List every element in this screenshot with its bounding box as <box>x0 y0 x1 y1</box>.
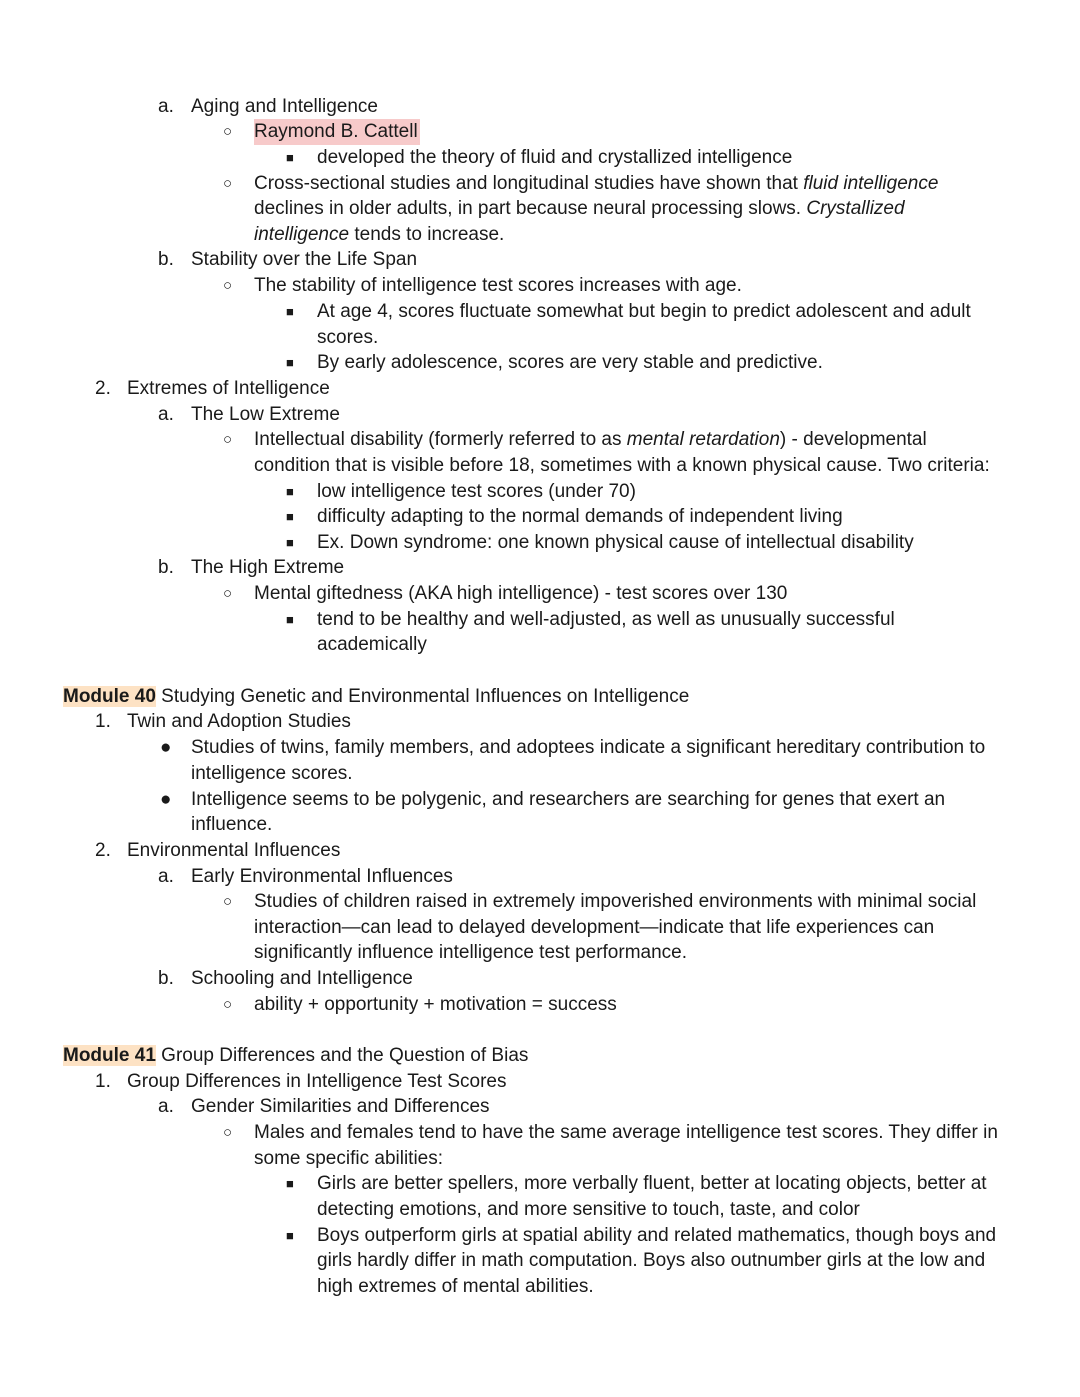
square-bullet-icon: ■ <box>286 509 294 524</box>
round-bullet-icon: ● <box>160 789 172 810</box>
list-item: Males and females tend to have the same average intelligence test scores. They differ in <box>254 1122 998 1143</box>
list-item: Boys outperform girls at spatial ability and related mathematics, though boys and <box>317 1225 997 1246</box>
list-marker: a. <box>158 404 174 425</box>
square-bullet-icon: ■ <box>286 304 294 319</box>
list-item-continuation <box>254 196 905 222</box>
list-item-continuation: girls hardly differ in math computation. Boys also outnumber girls at the low and <box>317 1250 986 1271</box>
circle-bullet-icon: ○ <box>223 893 233 910</box>
list-item-continuation: significantly influence intelligence test performance. <box>254 942 688 963</box>
italic-term: intelligence <box>254 224 350 245</box>
list-item: Studies of children raised in extremely impoverished environments with minimal social <box>254 891 977 912</box>
list-item: Ex. Down syndrome: one known physical cause of intellectual disability <box>317 532 914 553</box>
italic-term: fluid intelligence <box>803 173 939 194</box>
list-marker: a. <box>158 96 174 117</box>
list-item-continuation: scores. <box>317 327 379 348</box>
square-bullet-icon: ■ <box>286 1228 294 1243</box>
list-item: By early adolescence, scores are very stable and predictive. <box>317 352 823 373</box>
section-heading: Extremes of Intelligence <box>127 378 330 399</box>
round-bullet-icon: ● <box>160 737 172 758</box>
list-item: difficulty adapting to the normal demands of independent living <box>317 506 843 527</box>
list-item: Mental giftedness (AKA high intelligence) - test scores over 130 <box>254 583 788 604</box>
subheading: The High Extreme <box>191 557 345 578</box>
module-title: Group Differences and the Question of Bias <box>155 1045 529 1066</box>
italic-term: Crystallized <box>806 198 905 219</box>
module-heading <box>63 1043 528 1069</box>
section-heading: Environmental Influences <box>127 840 341 861</box>
square-bullet-icon: ■ <box>286 484 294 499</box>
module-tag: Module 41 <box>63 1045 156 1066</box>
list-number: 2. <box>95 378 111 399</box>
circle-bullet-icon: ○ <box>223 175 233 192</box>
circle-bullet-icon: ○ <box>223 123 233 140</box>
square-bullet-icon: ■ <box>286 150 294 165</box>
subheading: Stability over the Life Span <box>191 249 418 270</box>
circle-bullet-icon: ○ <box>223 431 233 448</box>
text-run: tends to increase. <box>349 224 505 245</box>
list-item: ability + opportunity + motivation = success <box>254 994 617 1015</box>
list-item <box>254 171 938 197</box>
list-item-continuation: interaction—can lead to delayed development—indicate that life experiences can <box>254 917 935 938</box>
list-marker: a. <box>158 866 174 887</box>
square-bullet-icon: ■ <box>286 1176 294 1191</box>
list-marker: b. <box>158 968 174 989</box>
section-heading: Twin and Adoption Studies <box>127 711 351 732</box>
square-bullet-icon: ■ <box>286 355 294 370</box>
list-item: Intelligence seems to be polygenic, and researchers are searching for genes that exert an <box>191 789 946 810</box>
list-item-continuation: influence. <box>191 814 273 835</box>
list-item: The stability of intelligence test scores increases with age. <box>254 275 742 296</box>
square-bullet-icon: ■ <box>286 535 294 550</box>
list-item-continuation: detecting emotions, and more sensitive to touch, taste, and color <box>317 1199 860 1220</box>
list-item: At age 4, scores fluctuate somewhat but begin to predict adolescent and adult <box>317 301 971 322</box>
module-heading <box>63 684 689 710</box>
circle-bullet-icon: ○ <box>223 585 233 602</box>
circle-bullet-icon: ○ <box>223 996 233 1013</box>
list-marker: b. <box>158 557 174 578</box>
list-item: low intelligence test scores (under 70) <box>317 481 636 502</box>
circle-bullet-icon: ○ <box>223 1124 233 1141</box>
list-item: Girls are better spellers, more verbally fluent, better at locating objects, better at <box>317 1173 987 1194</box>
subheading: Gender Similarities and Differences <box>191 1096 490 1117</box>
circle-bullet-icon: ○ <box>223 277 233 294</box>
text-run: declines in older adults, in part because neural processing slows. <box>254 198 807 219</box>
list-marker: a. <box>158 1096 174 1117</box>
list-item-continuation: intelligence scores. <box>191 763 353 784</box>
list-item-continuation: condition that is visible before 18, sometimes with a known physical cause. Two criteria: <box>254 455 990 476</box>
section-heading: Group Differences in Intelligence Test Scores <box>127 1071 507 1092</box>
text-run: ) - developmental <box>779 429 927 450</box>
list-number: 2. <box>95 840 111 861</box>
list-item-continuation: some specific abilities: <box>254 1148 444 1169</box>
list-item: tend to be healthy and well-adjusted, as well as unusually successful <box>317 609 895 630</box>
subheading: Schooling and Intelligence <box>191 968 413 989</box>
list-number: 1. <box>95 1071 111 1092</box>
subheading: Aging and Intelligence <box>191 96 378 117</box>
list-item <box>254 427 927 453</box>
list-item-continuation: high extremes of mental abilities. <box>317 1276 594 1297</box>
list-marker: b. <box>158 249 174 270</box>
italic-term: mental retardation <box>626 429 780 450</box>
list-item-continuation <box>254 222 504 248</box>
module-tag: Module 40 <box>63 686 156 707</box>
highlighted-name: Raymond B. Cattell <box>254 119 420 145</box>
list-item: developed the theory of fluid and crystallized intelligence <box>317 147 793 168</box>
list-item-continuation: academically <box>317 634 427 655</box>
subheading: The Low Extreme <box>191 404 340 425</box>
list-number: 1. <box>95 711 111 732</box>
text-run: Intellectual disability (formerly referred to as <box>254 429 627 450</box>
list-item: Studies of twins, family members, and adoptees indicate a significant hereditary contribution to <box>191 737 986 758</box>
subheading: Early Environmental Influences <box>191 866 453 887</box>
text-run: Cross-sectional studies and longitudinal studies have shown that <box>254 173 804 194</box>
module-title: Studying Genetic and Environmental Influences on Intelligence <box>155 686 690 707</box>
square-bullet-icon: ■ <box>286 612 294 627</box>
